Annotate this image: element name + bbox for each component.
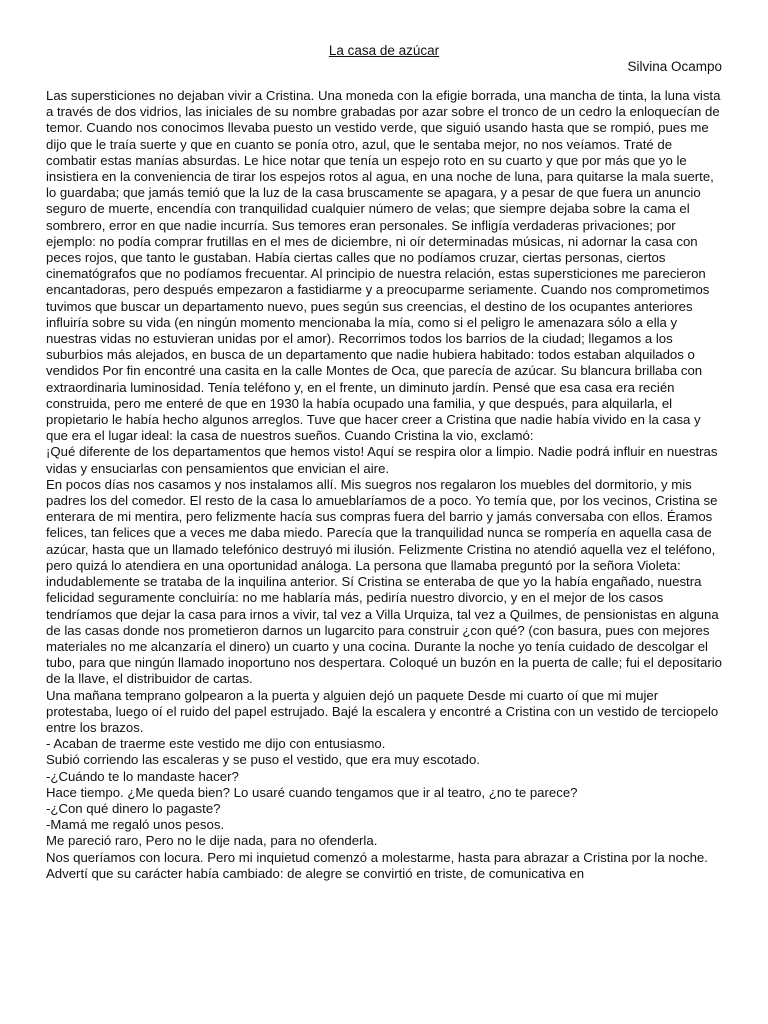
paragraph: Las supersticiones no dejaban vivir a Cristina. Una moneda con la efigie borrada, una mancha de tinta, la luna vista a través de dos vidrios, las iniciales de su nombre grabadas por azar sobre el tronco de un cedro la enloquecían de temor. Cuando nos conocimos llevaba puesto un vestido verde, que siguió usando hasta que se rompió, pues me dijo que le traía suerte y que en cuanto se ponía otro, azul, que le sentaba mejor, no nos veíamos. Traté de combatir estas manías absurdas. Le hice notar que tenía un espejo roto en su cuarto y que por más que yo le insistiera en la conveniencia de tirar los espejos rotos al agua, en una noche de luna, para quitarse la mala suerte, lo guardaba; que jamás temió que la luz de la casa bruscamente se apagara, y a pesar de que fuera un anuncio seguro de muerte, encendía con tranquilidad cualquier número de velas; que siempre dejaba sobre la cama el sombrero, error en que nadie incurría. Sus temores eran personales. Se infligía verdaderas privaciones; por ejemplo: no podía comprar frutillas en el mes de diciembre, ni oír determinadas músicas, ni adornar la casa con peces rojos, que tanto le gustaban. Había ciertas calles que no podíamos cruzar, ciertas personas, ciertos cinematógrafos que no podíamos frecuentar. Al principio de nuestra relación, estas supersticiones me parecieron encantadoras, pero después empezaron a fastidiarme y a preocuparme seriamente. Cuando nos comprometimos tuvimos que buscar un departamento nuevo, pues según sus creencias, el destino de los ocupantes anteriores influiría sobre su vida (en ningún momento mencionaba la mía, como si el peligro le amenazara sólo a ella y nuestras vidas no estuvieran unidas por el amor). Recorrimos todos los barrios de la ciudad; llegamos a los suburbios más alejados, en busca de un departamento que nadie hubiera habitado: todos estaban alquilados o vendidos Por fin encontré una casita en la calle Montes de Oca, que parecía de azúcar. Su blancura brillaba con extraordinaria luminosidad. Tenía teléfono y, en el frente, un diminuto jardín. Pensé que esa casa era recién construida, pero me enteré de que en 1930 la había ocupado una familia, y que después, para alquilarla, el propietario le había hecho algunos arreglos. Tuve que hacer creer a Cristina que nadie había vivido en la casa y que era el lugar ideal: la casa de nuestros sueños. Cuando Cristina la vio, exclamó: (46, 88, 721, 444)
paragraph: En pocos días nos casamos y nos instalamos allí. Mis suegros nos regalaron los muebles del dormitorio, y mis padres los del comedor. El resto de la casa lo amueblaríamos de a poco. Yo temía que, por los vecinos, Cristina se enterara de mi mentira, pero felizmente hacía sus compras fuera del barrio y jamás conversaba con ellos. Éramos felices, tan felices que a veces me daba miedo. Parecía que la tranquilidad nunca se rompería en aquella casa de azúcar, hasta que un llamado telefónico destruyó mi ilusión. Felizmente Cristina no atendió aquella vez el teléfono, pero quizá lo atendiera en una oportunidad análoga. La persona que llamaba preguntó por la señora Violeta: indudablemente se trataba de la inquilina anterior. Sí Cristina se enteraba de que yo la había engañado, nuestra felicidad seguramente concluiría: no me hablaría más, pediría nuestro divorcio, y en el mejor de los casos tendríamos que dejar la casa para irnos a vivir, tal vez a Villa Urquiza, tal vez a Quilmes, de pensionistas en alguna de las casas donde nos prometieron darnos un lugarcito para construir ¿con qué? (con basura, pues con mejores materiales no me alcanzaría el dinero) un cuarto y una cocina. Durante la noche yo tenía cuidado de descolgar el tubo, para que ningún llamado inoportuno nos despertara. Coloqué un buzón en la puerta de calle; fui el depositario de la llave, el distribuidor de cartas. (46, 476, 722, 687)
paragraph: Subió corriendo las escaleras y se puso el vestido, que era muy escotado. (46, 752, 480, 768)
paragraph: Una mañana temprano golpearon a la puerta y alguien dejó un paquete Desde mi cuarto oí que mi mujer protestaba, luego oí el ruido del papel estrujado. Bajé la escalera y encontré a Cristina con un vestido de terciopelo entre los brazos. (46, 687, 719, 735)
dialogue-line: - Acaban de traerme este vestido me dijo con entusiasmo. (46, 736, 386, 752)
dialogue-line: -¿Cuándo te lo mandaste hacer? (46, 768, 239, 784)
paragraph: ¡Qué diferente de los departamentos que hemos visto! Aquí se respira olor a limpio. Nadie podrá influir en nuestras vidas y ensuciarlas con pensamientos que envician el aire. (46, 444, 718, 476)
dialogue-line: -Mamá me regaló unos pesos. (46, 817, 225, 833)
paragraph: Me pareció raro, Pero no le dije nada, para no ofenderla. (46, 833, 378, 849)
paragraph: Nos queríamos con locura. Pero mi inquietud comenzó a molestarme, hasta para abrazar a Cristina por la noche. Advertí que su carácter había cambiado: de alegre se convirtió en triste, de comunicativa en (46, 849, 708, 881)
story-body (46, 88, 726, 882)
dialogue-line: Hace tiempo. ¿Me queda bien? Lo usaré cuando tengamos que ir al teatro, ¿no te parece? (46, 784, 578, 800)
page-title: La casa de azúcar (328, 43, 440, 58)
dialogue-line: -¿Con qué dinero lo pagaste? (46, 800, 221, 816)
author-name: Silvina Ocampo (627, 59, 722, 74)
